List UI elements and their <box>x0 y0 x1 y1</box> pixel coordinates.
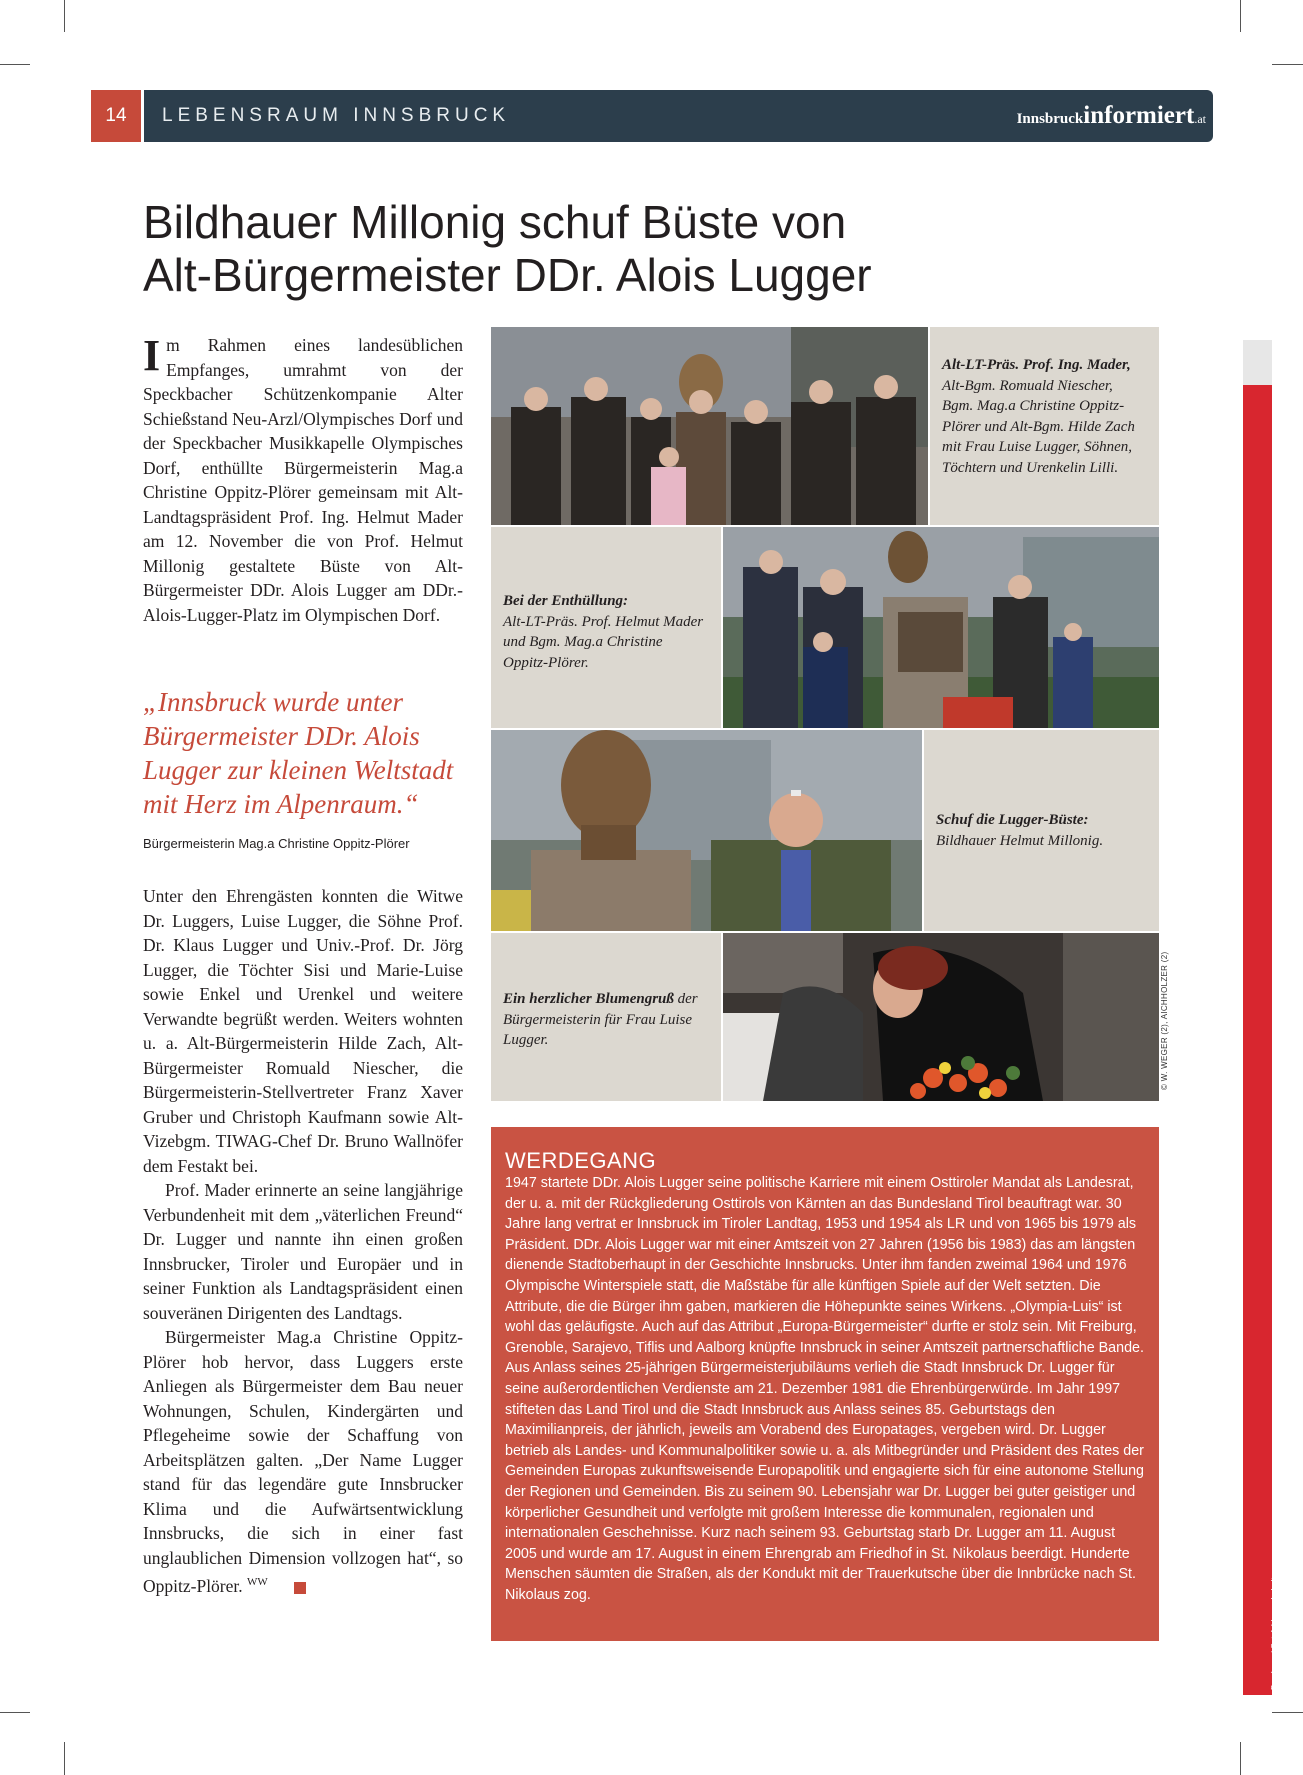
crop-mark <box>0 64 30 65</box>
caption-bold: Alt-LT-Präs. Prof. Ing. Mader, <box>942 357 1131 373</box>
article-body <box>143 884 463 1598</box>
article-paragraph-final <box>143 1325 463 1598</box>
caption-bold: Bei der Enthüllung: <box>503 593 629 609</box>
photo-caption <box>924 730 1159 931</box>
article-paragraph: Unter den Ehrengästen konnten die Witwe Dr. Luggers, Luise Lugger, die Söhne Prof. Dr. Klaus Lugger und Univ.-Prof. Dr. Jörg Lugger, die Töchter Sisi und Marie-Luise sowie Enkel und Urenkel und weitere Verwandte begrüßt werden. Weiters wohnten u. a. Alt-Bürgermeisterin Hilde Zach, Alt-Bürgermeister Romuald Niescher, die Bürgermeisterin-Stellvertreter Franz Xaver Gruber und Christoph Kaufmann sowie Alt-Vizebgm. TIWAG-Chef Dr. Bruno Wallnöfer dem Festakt bei. <box>143 886 463 1176</box>
caption-text: der Bürgermeisterin für Frau Luise Lugger. <box>503 991 698 1048</box>
drop-cap: I <box>143 331 161 380</box>
rights-note: Druck- und Satzfehler vorbehalten <box>1270 1568 1279 1690</box>
crop-mark <box>0 1712 30 1713</box>
caption-bold: Schuf die Lugger-Büste: <box>936 812 1089 828</box>
photo-caption <box>491 933 721 1101</box>
photo-caption <box>491 527 721 728</box>
quote-source: Bürgermeisterin Mag.a Christine Oppitz-Plörer <box>143 836 410 851</box>
crop-mark <box>64 1742 65 1775</box>
page-number: 14 <box>91 90 141 142</box>
photo-caption <box>930 327 1159 525</box>
caption-text: Bildhauer Helmut Millonig. <box>936 832 1104 849</box>
photo-flower-greeting <box>723 933 1159 1101</box>
werdegang-text: 1947 startete DDr. Alois Lugger seine politische Karriere mit einem Osttiroler Mandat als Landesrat, der u. a. mit der Rückgliederung Osttirols von Kärnten an das Bundesland Tirol beauftragt war. 30 Jahre lang vertrat er Innsbruck im Tiroler Landtag, 1953 und 1954 als LR und von 1965 bis 1979 als Präsident. DDr. Alois Lugger war mit einer Amtszeit von 27 Jahren (1956 bis 1983) das am längsten dienende Stadtoberhaupt in der Geschichte Innsbrucks. Unter ihm fanden zweimal 1964 und 1976 Olympische Winterspiele statt, die Maßstäbe für alle künftigen Spiele auf der Welt setzten. Die Attribute, die die Bürger ihm gaben, markieren die Höhepunkte seines Wirkens. „Olympia-Luis“ ist wohl das geläufigste. Auch auf das Attribut „Europa-Bürgermeister“ durfte er stolz sein. Mit Freiburg, Grenoble, Sarajevo, Tiflis und Aalborg knüpfte Innsbruck in seiner Amtszeit partnerschaftliche Bande. Aus Anlass seines 25-jährigen Bürgermeisterjubiläums verlieh die Stadt Innsbruck Dr. Lugger für seine außerordentlichen Verdienste am 21. Dezember 1981 die Ehrenbürgerwürde. Im Jahr 1997 stifteten das Land Tirol und die Stadt Innsbruck aus Anlass seines 85. Geburtstags den Maximilianpreis, der jährlich, jeweils am Vorabend des Europatages, vergeben wird. Dr. Lugger betrieb als Landes- und Kommunalpolitiker sowie u. a. als Mitbegründer und Präsident des Rates der Gemeinden Europas zukunftsweisende Europapolitik und engagierte sich für eine autonome Stellung der Regionen und Gemeinden. Bis zu seinem 90. Lebensjahr war Dr. Lugger bei guter geistiger und körperlicher Gesundheit und verfolgte mit großem Interesse die kommunalen, regionalen und internationalen Geschehnisse. Kurz nach seinem 93. Geburtstag starb Dr. Lugger am 11. August 2005 und wurde am 17. August in einem Ehrengrab am Friedhof in St. Nikolaus beerdigt. Hunderte Menschen säumten die Straßen, als der Kondukt mit der Trauerkutsche über die Innbrücke nach St. Nikolaus zog. <box>505 1175 1145 1603</box>
crop-mark <box>1240 0 1241 32</box>
crop-mark <box>64 0 65 32</box>
crop-mark <box>1240 1742 1241 1775</box>
photo-credit: © W. WEGER (2), AICHHOLZER (2) <box>1160 951 1169 1090</box>
article-intro <box>143 333 463 627</box>
article-paragraph: Prof. Mader erinnerte an seine langjährige Verbundenheit mit dem „väterlichen Freund“ Dr. Lugger und nannte ihn einen großen Innsbrucker, Tiroler und Europäer und in seiner Funktion als Landtagspräsident einen souveränen Dirigenten des Landtags. <box>143 1180 463 1323</box>
pull-quote: „Innsbruck wurde unter Bürgermeister DDr. Alois Lugger zur kleinen Weltstadt mit Herz im Alpenraum.“ <box>143 687 454 819</box>
edge-stripe-red <box>1243 385 1272 1695</box>
end-mark-icon <box>294 1582 306 1594</box>
caption-text: Alt-LT-Präs. Prof. Helmut Mader und Bgm. Mag.a Christine Oppitz-Plörer. <box>503 613 704 671</box>
edge-stripe-gray <box>1243 340 1272 385</box>
crop-mark <box>1272 1712 1303 1713</box>
photo-unveiling <box>723 527 1159 728</box>
caption-text: Alt-Bgm. Romuald Niescher, Bgm. Mag.a Christine Oppitz-Plörer und Alt-Bgm. Hilde Zach mit Frau Luise Lugger, Söhnen, Töchtern und Urenkelin Lilli. <box>942 377 1135 476</box>
werdegang-box <box>491 1127 1159 1641</box>
page-title <box>143 196 1143 302</box>
brand-suffix: .at <box>1194 112 1206 126</box>
photo-sculptor <box>491 730 922 931</box>
intro-text: m Rahmen eines landesüblichen Empfanges, umrahmt von der Speckbacher Schützenkompanie Alter Schießstand Neu-Arzl/Olympisches Dorf und der Speckbacher Musikkapelle Olympisches Dorf, enthüllte Bürgermeisterin Mag.a Christine Oppitz-Plörer gemeinsam mit Alt-Landtagspräsident Prof. Ing. Helmut Mader am 12. November die von Prof. Helmut Millonig gestaltete Büste von Alt-Bürgermeister DDr. Alois Lugger am DDr.-Alois-Lugger-Platz im Olympischen Dorf. <box>143 335 463 625</box>
brand-logo <box>1017 90 1206 145</box>
section-title: LEBENSRAUM INNSBRUCK <box>162 105 511 126</box>
article-paragraph-text: Bürgermeister Mag.a Christine Oppitz-Plörer hob hervor, dass Luggers erste Anliegen als Bürgermeister dem Bau neuer Wohnungen, Schulen, Kindergärten und Pflegeheime sowie der Schaffung von Arbeitsplätzen galten. „Der Name Lugger stand für das legendäre gute Innsbrucker Klima und die Aufwärtsentwicklung Innsbrucks, die sich in einer fast unglaublichen Dimension vollzogen hat“, so Oppitz-Plörer. <box>143 1327 463 1596</box>
werdegang-title: WERDEGANG <box>505 1148 657 1173</box>
photo-family-group <box>491 327 928 525</box>
brand-prefix: Innsbruck <box>1016 111 1084 127</box>
crop-mark <box>1272 64 1303 65</box>
author-initials: WW <box>247 1576 268 1588</box>
caption-bold: Ein herzlicher Blumengruß <box>503 991 674 1007</box>
headline-line-2: Alt-Bürgermeister DDr. Alois Lugger <box>143 249 872 301</box>
brand-main: informiert <box>1083 102 1195 129</box>
headline-line-1: Bildhauer Millonig schuf Büste von <box>143 196 847 248</box>
